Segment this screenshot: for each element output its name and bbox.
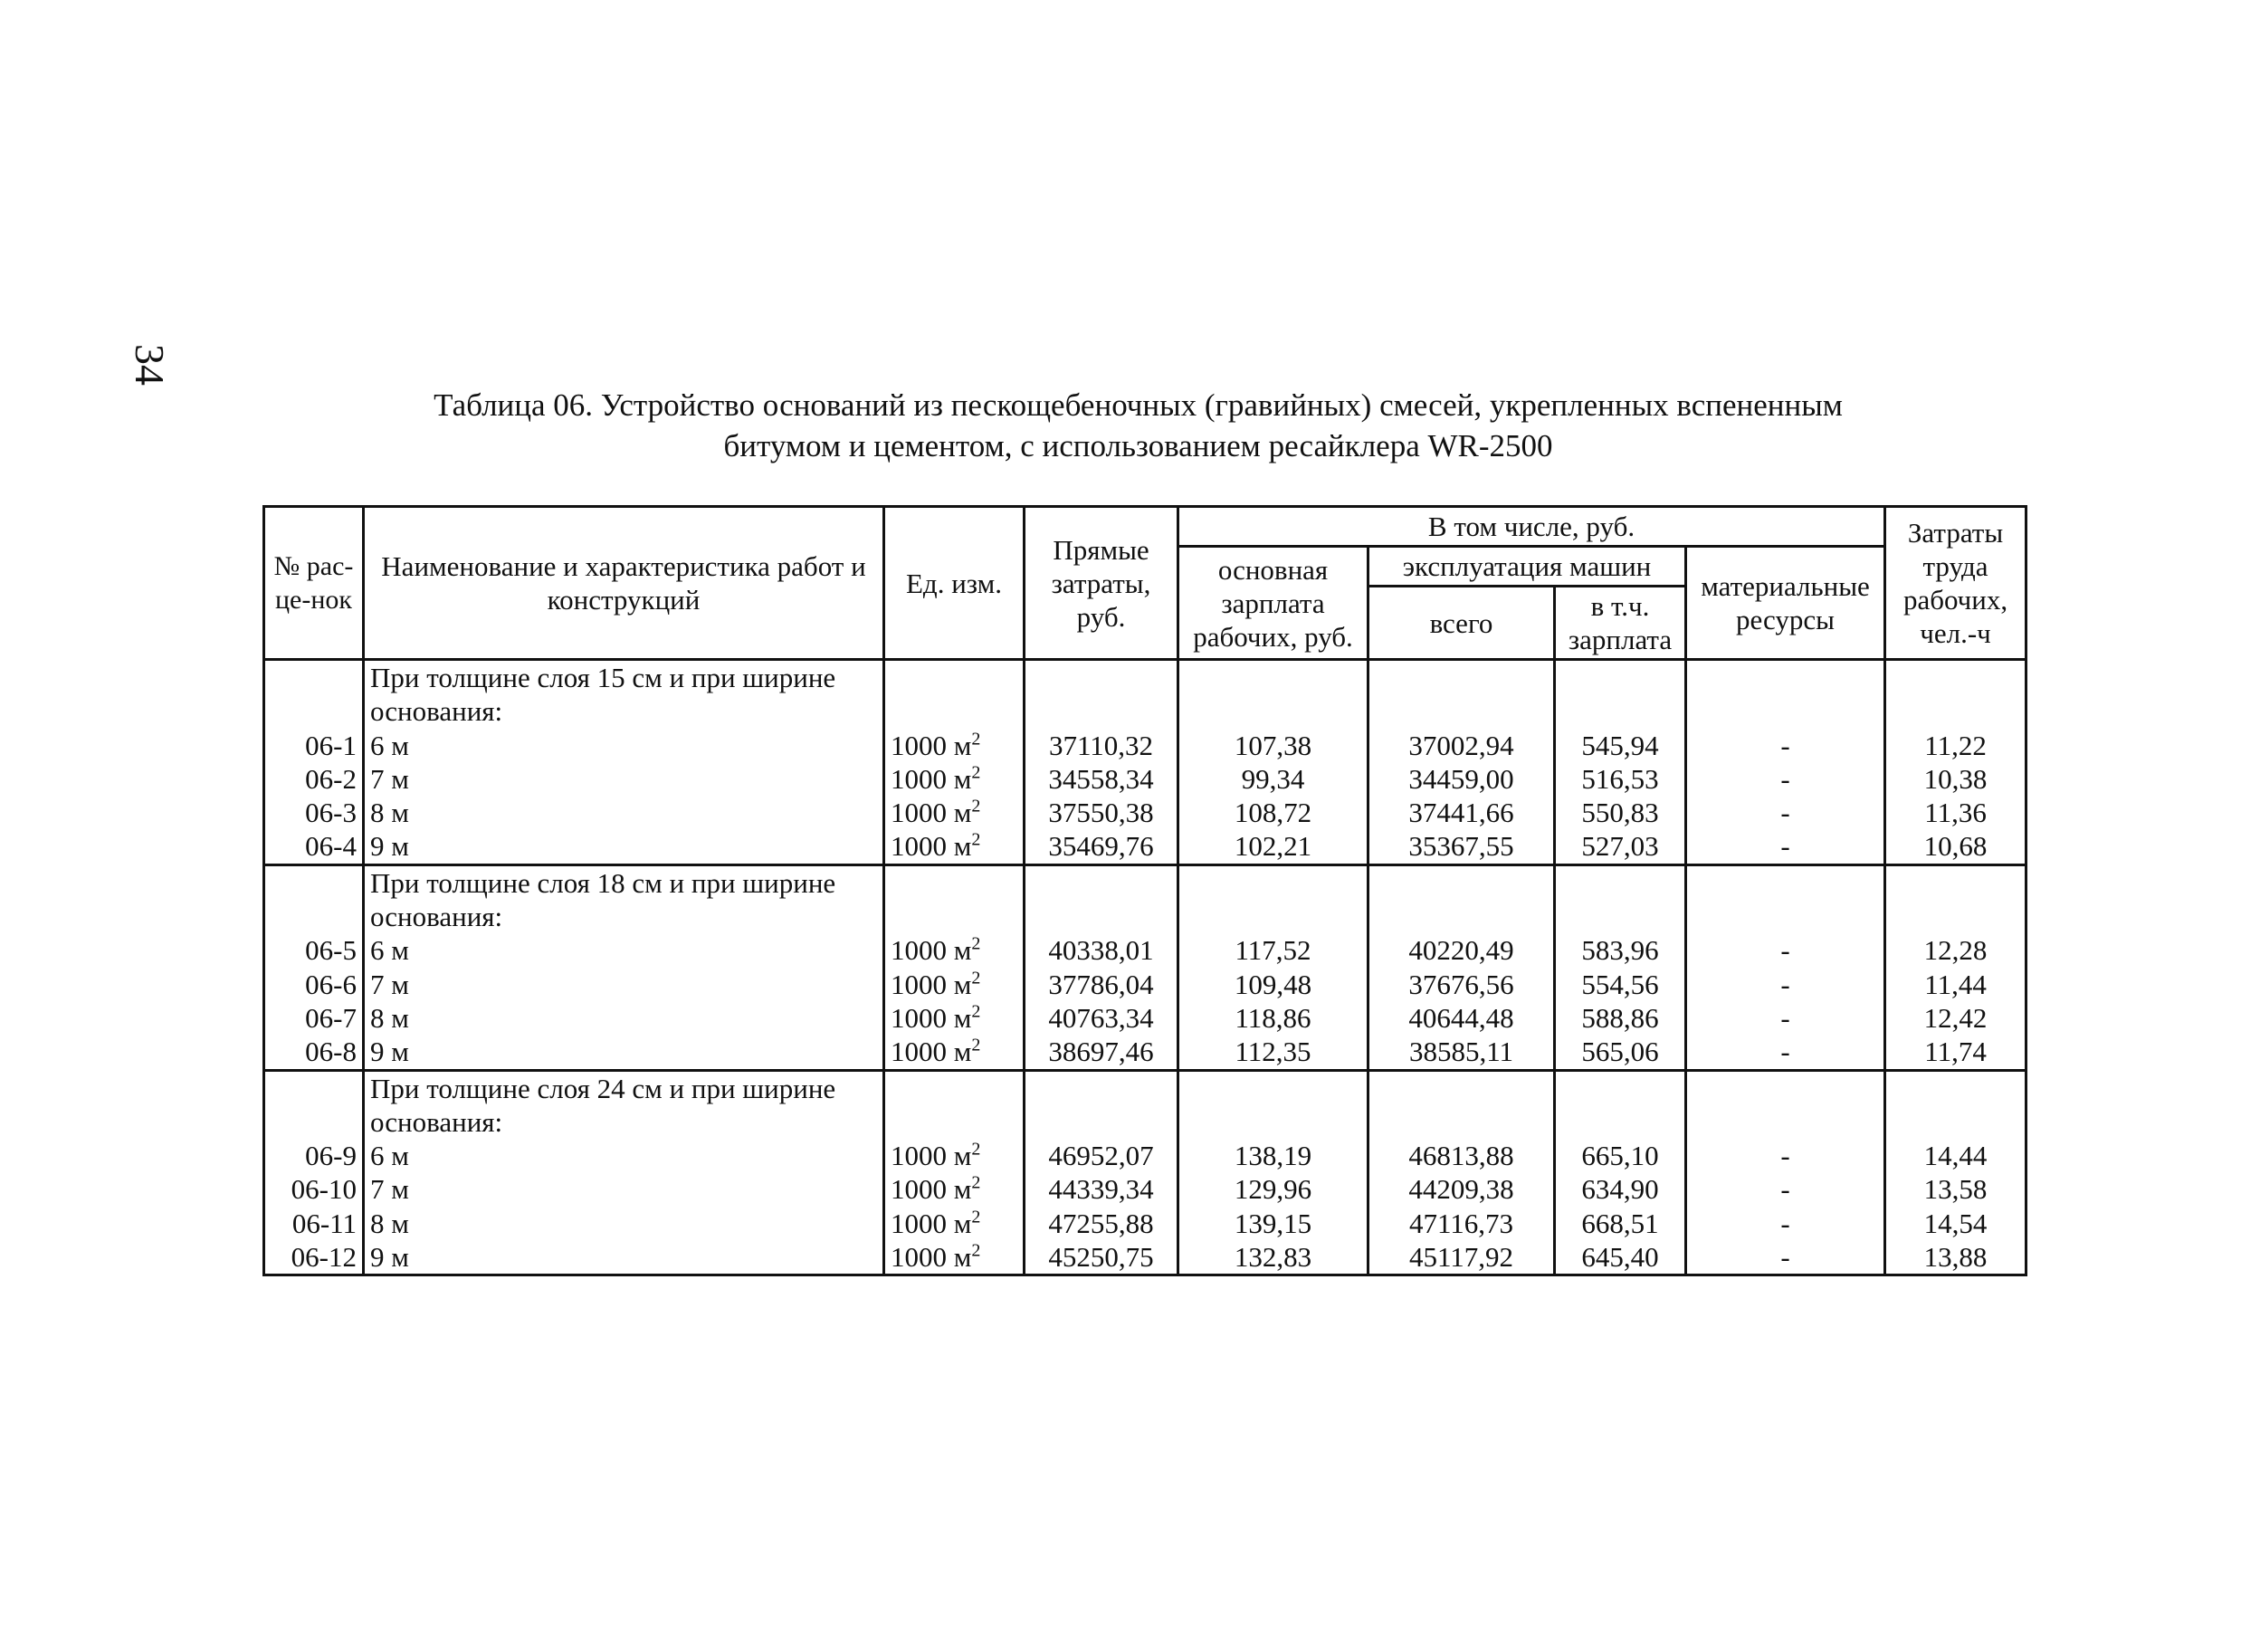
materials: - [1780, 1241, 1790, 1274]
work-name: 8 м [370, 797, 409, 829]
materials-cell [1686, 864, 1885, 1070]
labor-hours: 10,38 [1923, 762, 1988, 795]
machine-total: 38585,11 [1408, 1036, 1514, 1068]
unit-superscript: 2 [971, 830, 981, 851]
work-name: 7 м [370, 762, 409, 795]
unit [891, 1207, 1017, 1240]
machine-total: 44209,38 [1408, 1173, 1514, 1206]
header-including: В том числе, руб. [1178, 507, 1885, 547]
work-name: 6 м [370, 729, 409, 761]
header-labor: Затраты труда рабочих, чел.-ч [1885, 507, 2026, 660]
unit-text: 1000 м [891, 1036, 972, 1068]
rate-code: 06-12 [291, 1241, 357, 1274]
base-wage-cell [1178, 864, 1368, 1070]
machine-wage: 668,51 [1581, 1207, 1659, 1239]
machine-wage: 545,94 [1581, 729, 1659, 761]
direct-costs: 40338,01 [1048, 934, 1154, 967]
direct-costs: 37786,04 [1048, 968, 1154, 1000]
header-machine-operation: эксплуатация машин [1368, 547, 1686, 587]
unit-superscript: 2 [971, 1207, 981, 1227]
labor-hours-cell [1885, 660, 2026, 865]
unit-superscript: 2 [971, 1139, 981, 1160]
base-wage: 108,72 [1234, 797, 1312, 829]
labor-hours: 13,58 [1923, 1173, 1988, 1206]
base-wage: 138,19 [1234, 1140, 1312, 1172]
machine-total: 40220,49 [1408, 934, 1514, 967]
direct-costs: 37550,38 [1048, 797, 1154, 829]
base-wage: 129,96 [1234, 1173, 1312, 1206]
work-name: 9 м [370, 830, 409, 863]
unit-superscript: 2 [971, 1240, 981, 1261]
unit [891, 1035, 1017, 1068]
base-wage: 112,35 [1235, 1036, 1311, 1068]
unit-text: 1000 м [891, 1140, 972, 1172]
machine-wage: 583,96 [1581, 934, 1659, 967]
unit-text: 1000 м [891, 1241, 972, 1274]
labor-hours: 12,42 [1923, 1001, 1988, 1034]
base-wage: 99,34 [1241, 762, 1305, 795]
unit [891, 796, 1017, 829]
machine-wage-cell [1555, 660, 1686, 865]
unit [891, 933, 1017, 967]
group-title: При толщине слоя 18 см и при ширине основания: [370, 866, 836, 933]
base-wage-cell [1178, 1070, 1368, 1275]
rate-code: 06-1 [305, 729, 357, 761]
rate-code: 06-7 [305, 1001, 357, 1034]
machine-wage: 634,90 [1581, 1173, 1659, 1206]
table-group-row [264, 1070, 2026, 1275]
header-unit: Ед. изм. [884, 507, 1025, 660]
machine-total: 46813,88 [1408, 1140, 1514, 1172]
rate-code: 06-9 [305, 1140, 357, 1172]
header-name: Наименование и характеристика работ и конструкций [364, 507, 884, 660]
materials: - [1780, 1036, 1790, 1068]
header-direct-costs: Прямые затраты, руб. [1025, 507, 1178, 660]
labor-hours: 12,28 [1923, 934, 1988, 967]
direct-costs-cell [1025, 660, 1178, 865]
unit-superscript: 2 [971, 729, 981, 750]
labor-hours: 10,68 [1923, 830, 1988, 863]
machine-total: 40644,48 [1408, 1001, 1514, 1034]
direct-costs: 40763,34 [1048, 1001, 1154, 1034]
labor-hours-cell [1885, 864, 2026, 1070]
machine-total: 37002,94 [1408, 729, 1514, 761]
machine-wage: 554,56 [1581, 968, 1659, 1000]
direct-costs: 45250,75 [1048, 1241, 1154, 1274]
labor-hours-cell [1885, 1070, 2026, 1275]
work-name: 8 м [370, 1207, 409, 1239]
machine-wage: 550,83 [1581, 797, 1659, 829]
materials: - [1780, 797, 1790, 829]
materials: - [1780, 830, 1790, 863]
table-group-row [264, 864, 2026, 1070]
labor-hours: 11,74 [1924, 1036, 1987, 1068]
unit-text: 1000 м [891, 1001, 972, 1034]
unit [891, 1172, 1017, 1206]
rate-code: 06-6 [305, 968, 357, 1000]
work-name-cell [364, 864, 884, 1070]
direct-costs: 46952,07 [1048, 1140, 1154, 1172]
direct-costs: 47255,88 [1048, 1207, 1154, 1239]
base-wage: 117,52 [1235, 934, 1311, 967]
machine-total: 47116,73 [1408, 1207, 1514, 1239]
unit-text: 1000 м [891, 729, 972, 761]
machine-wage: 565,06 [1581, 1036, 1659, 1068]
materials: - [1780, 762, 1790, 795]
labor-hours: 14,44 [1923, 1140, 1988, 1172]
machine-wage: 588,86 [1581, 1001, 1659, 1034]
work-name: 6 м [370, 934, 409, 967]
unit-text: 1000 м [891, 968, 972, 1000]
unit [891, 968, 1017, 1001]
machine-wage-cell [1555, 1070, 1686, 1275]
materials: - [1780, 1140, 1790, 1172]
machine-total-cell [1368, 864, 1555, 1070]
rate-code: 06-10 [291, 1173, 357, 1206]
machine-wage-cell [1555, 864, 1686, 1070]
machine-wage: 645,40 [1581, 1241, 1659, 1274]
unit-text: 1000 м [891, 934, 972, 967]
rate-code: 06-4 [305, 830, 357, 863]
materials: - [1780, 968, 1790, 1000]
machine-wage: 516,53 [1581, 762, 1659, 795]
base-wage: 109,48 [1234, 968, 1312, 1000]
unit-text: 1000 м [891, 1173, 972, 1206]
materials: - [1780, 1207, 1790, 1239]
work-name: 7 м [370, 968, 409, 1000]
rate-code: 06-5 [305, 934, 357, 967]
labor-hours: 14,54 [1923, 1207, 1988, 1239]
labor-hours: 11,44 [1924, 968, 1987, 1000]
unit-superscript: 2 [971, 934, 981, 955]
work-name: 9 м [370, 1036, 409, 1068]
machine-total: 35367,55 [1408, 830, 1514, 863]
machine-total: 34459,00 [1408, 762, 1514, 795]
unit-superscript: 2 [971, 968, 981, 988]
unit-superscript: 2 [971, 1035, 981, 1055]
unit-superscript: 2 [971, 762, 981, 783]
labor-hours: 11,22 [1924, 729, 1987, 761]
unit [891, 762, 1017, 796]
base-wage: 118,86 [1235, 1001, 1311, 1034]
machine-wage: 665,10 [1581, 1140, 1659, 1172]
machine-total: 45117,92 [1408, 1241, 1514, 1274]
direct-costs-cell [1025, 864, 1178, 1070]
machine-total: 37676,56 [1408, 968, 1514, 1000]
unit [891, 829, 1017, 863]
header-machine-wage: в т.ч. зарплата [1555, 587, 1686, 660]
base-wage-cell [1178, 660, 1368, 865]
rate-code: 06-3 [305, 797, 357, 829]
rate-code: 06-8 [305, 1036, 357, 1068]
unit-cell [884, 864, 1025, 1070]
work-name-cell [364, 660, 884, 865]
base-wage: 102,21 [1234, 830, 1312, 863]
header-number: № рас-це-нок [264, 507, 364, 660]
table-group-row [264, 660, 2026, 865]
work-name: 7 м [370, 1173, 409, 1206]
rate-code: 06-2 [305, 762, 357, 795]
direct-costs: 37110,32 [1048, 729, 1154, 761]
unit [891, 1240, 1017, 1274]
unit-text: 1000 м [891, 1207, 972, 1239]
base-wage: 107,38 [1234, 729, 1312, 761]
unit [891, 1139, 1017, 1172]
direct-costs: 44339,34 [1048, 1173, 1154, 1206]
page-number: 34 [127, 344, 173, 386]
work-name-cell [364, 1070, 884, 1275]
materials: - [1780, 729, 1790, 761]
unit-text: 1000 м [891, 830, 972, 863]
machine-total-cell [1368, 1070, 1555, 1275]
caption-line-2: битумом и цементом, с использованием ресайклера WR-2500 [723, 428, 1553, 463]
rate-code-cell [264, 864, 364, 1070]
rates-table [262, 505, 2027, 1276]
unit-cell [884, 1070, 1025, 1275]
materials-cell [1686, 1070, 1885, 1275]
materials: - [1780, 1001, 1790, 1034]
direct-costs-cell [1025, 1070, 1178, 1275]
labor-hours: 11,36 [1924, 797, 1987, 829]
base-wage: 139,15 [1234, 1207, 1312, 1239]
header-machine-total: всего [1368, 587, 1555, 660]
rate-code-cell [264, 660, 364, 865]
rate-code-cell [264, 1070, 364, 1275]
group-title: При толщине слоя 15 см и при ширине основания: [370, 662, 836, 728]
labor-hours: 13,88 [1923, 1241, 1988, 1274]
unit-superscript: 2 [971, 796, 981, 816]
group-title: При толщине слоя 24 см и при ширине основания: [370, 1072, 836, 1138]
unit-text: 1000 м [891, 762, 972, 795]
header-base-wage: основная зарплата рабочих, руб. [1178, 547, 1368, 660]
work-name: 8 м [370, 1001, 409, 1034]
caption-line-1: Таблица 06. Устройство оснований из пескощебеночных (гравийных) смесей, укрепленных вспененным [434, 387, 1843, 423]
materials: - [1780, 934, 1790, 967]
table-body [264, 660, 2026, 1275]
direct-costs: 38697,46 [1048, 1036, 1154, 1068]
direct-costs: 35469,76 [1048, 830, 1154, 863]
materials: - [1780, 1173, 1790, 1206]
direct-costs: 34558,34 [1048, 762, 1154, 795]
machine-total: 37441,66 [1408, 797, 1514, 829]
work-name: 9 м [370, 1241, 409, 1274]
unit [891, 729, 1017, 762]
unit-superscript: 2 [971, 1173, 981, 1194]
unit-text: 1000 м [891, 797, 972, 829]
table-caption [262, 385, 2014, 466]
unit [891, 1001, 1017, 1035]
unit-superscript: 2 [971, 1001, 981, 1022]
work-name: 6 м [370, 1140, 409, 1172]
unit-cell [884, 660, 1025, 865]
machine-wage: 527,03 [1581, 830, 1659, 863]
materials-cell [1686, 660, 1885, 865]
machine-total-cell [1368, 660, 1555, 865]
base-wage: 132,83 [1234, 1241, 1312, 1274]
rate-code: 06-11 [291, 1207, 357, 1239]
header-materials: материальные ресурсы [1686, 547, 1885, 660]
